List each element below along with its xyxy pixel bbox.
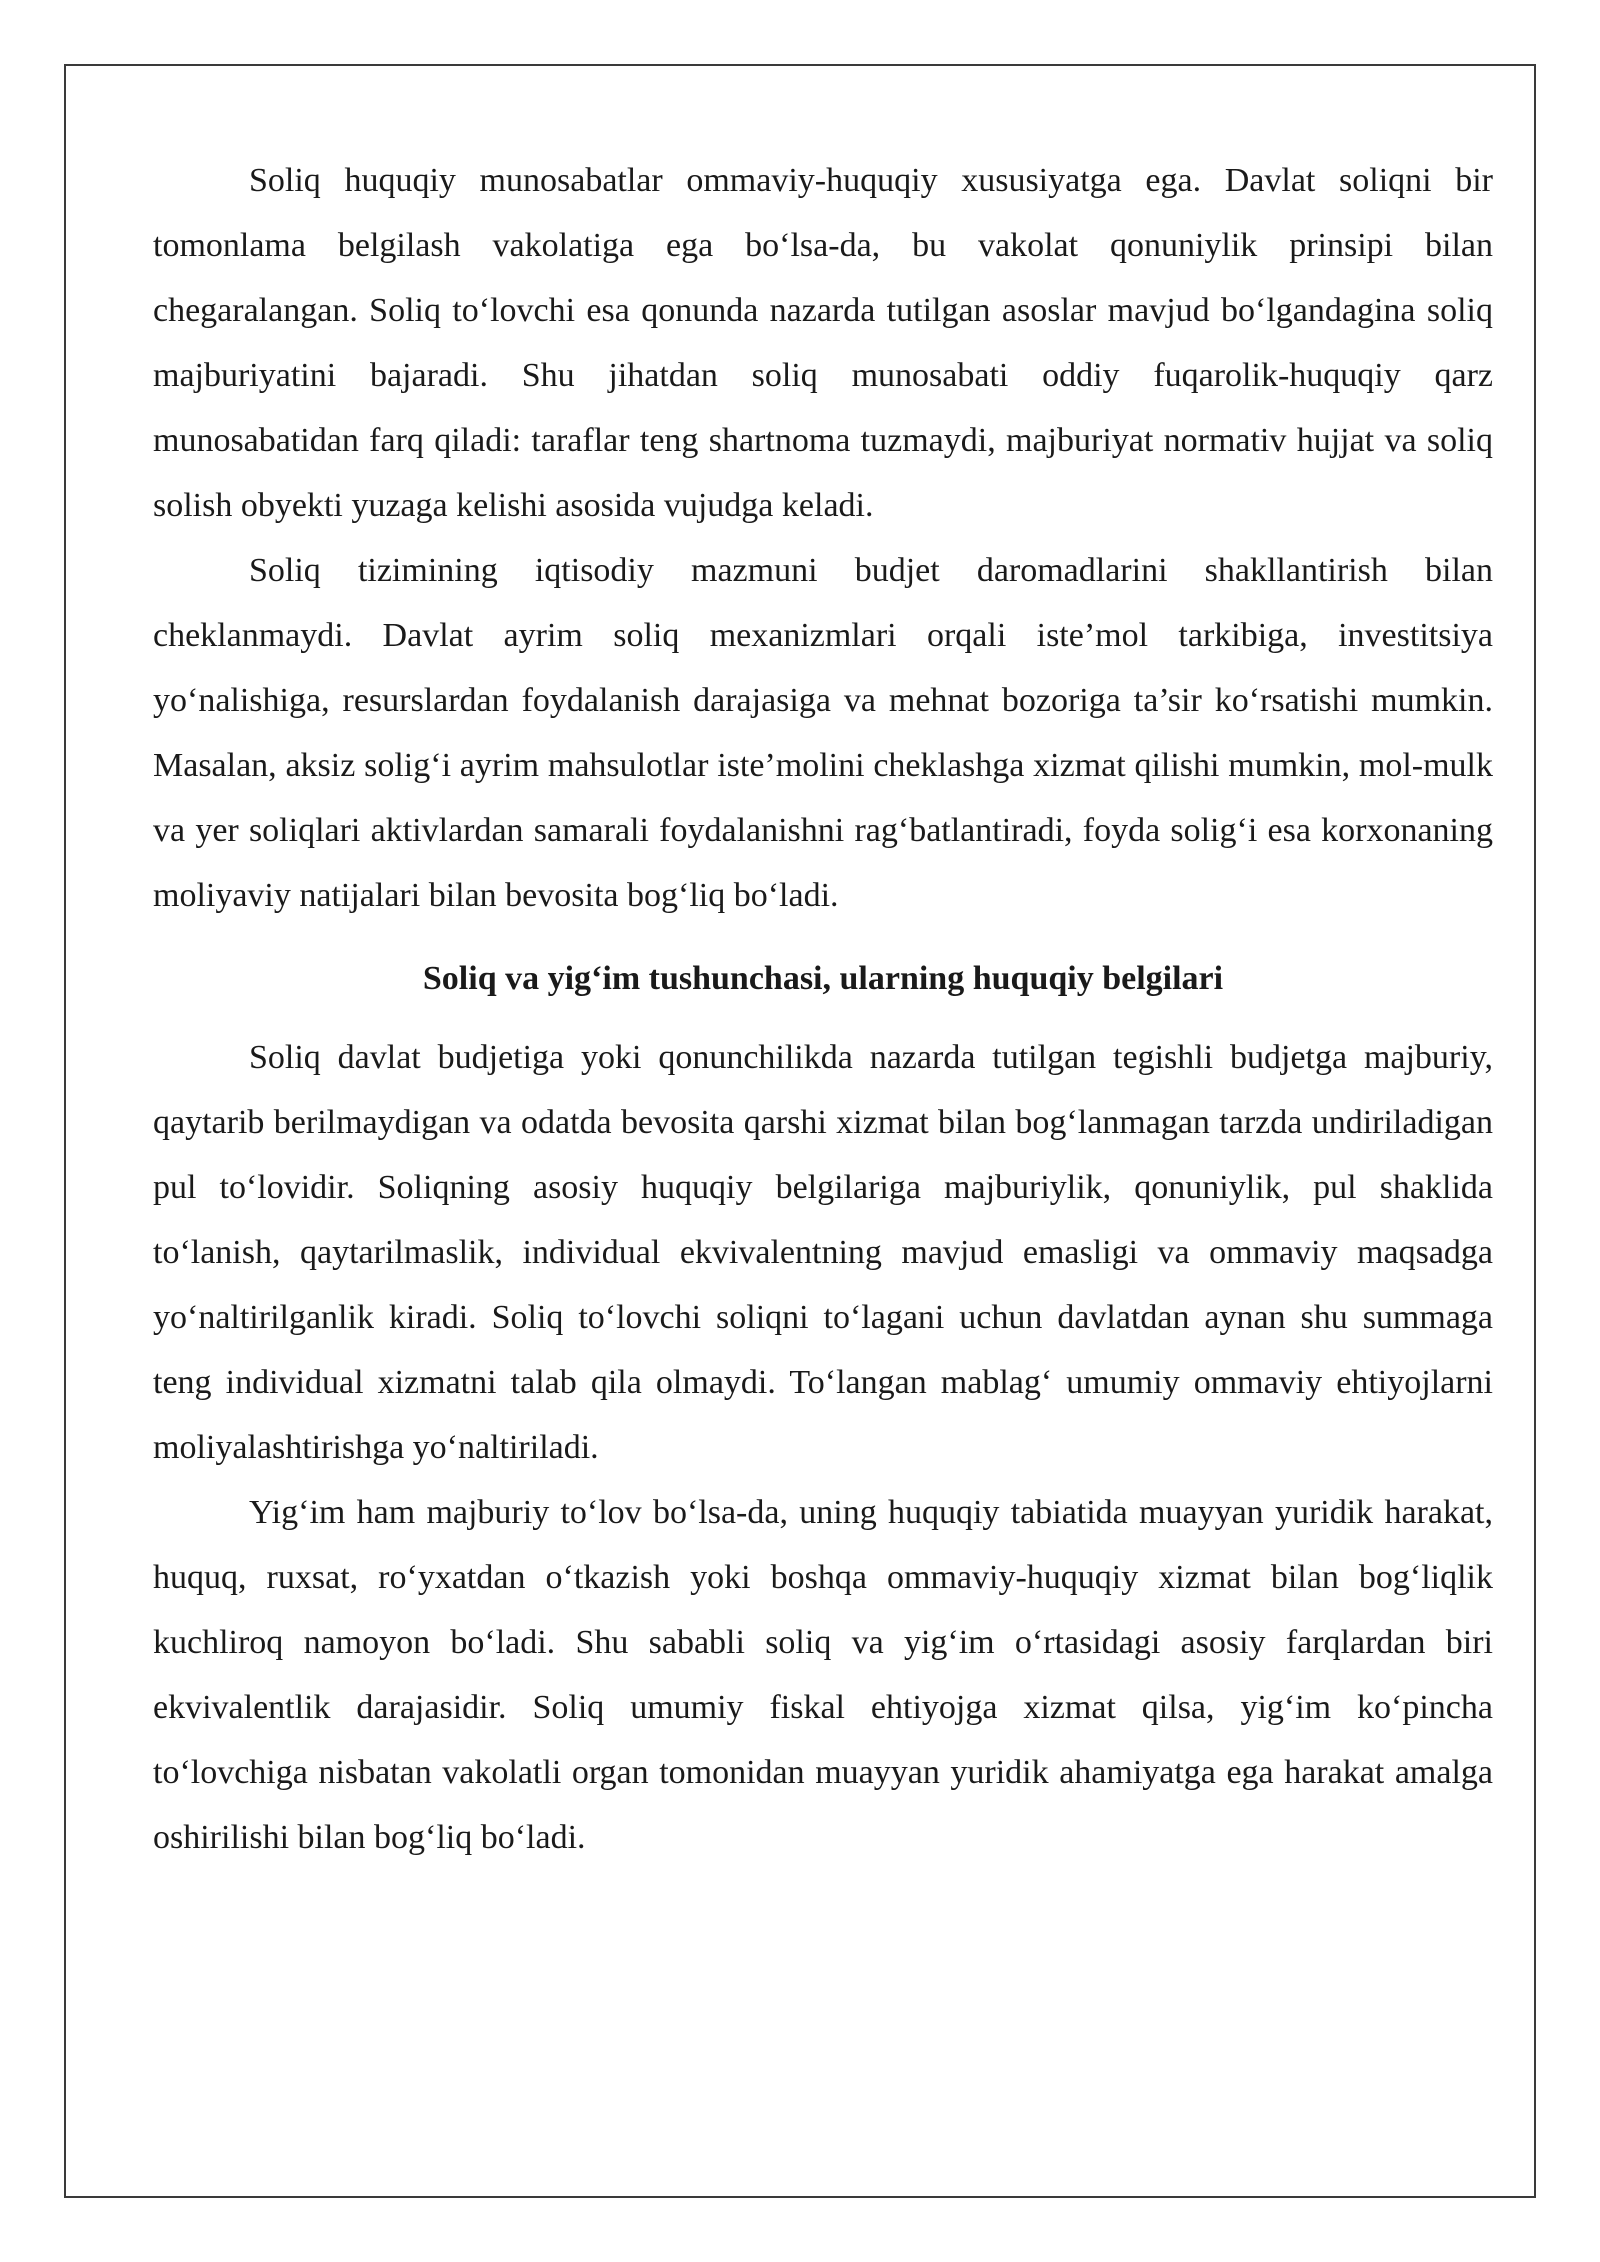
- paragraph: Soliq davlat budjetiga yoki qonunchilikda nazarda tutilgan tegishli budjetga majburiy, qaytarib berilmaydigan va odatda bevosita qarshi xizmat bilan bog‘lanmagan tarzda undiriladigan pul to‘lovidir. Soliqning asosiy huquqiy belgilariga majburiylik, qonuniylik, pul shaklida to‘lanish, qaytarilmaslik, individual ekvivalentning mavjud emasligi va ommaviy maqsadga yo‘naltirilganlik kiradi. Soliq to‘lovchi soliqni to‘lagani uchun davlatdan aynan shu summaga teng individual xizmatni talab qila olmaydi. To‘langan mablag‘ umumiy ommaviy ehtiyojlarni moliyalashtirishga yo‘naltiriladi.: [153, 1039, 1493, 1466]
- document-body: [153, 148, 1493, 1870]
- paragraph: Yig‘im ham majburiy to‘lov bo‘lsa-da, uning huquqiy tabiatida muayyan yuridik harakat, huquq, ruxsat, ro‘yxatdan o‘tkazish yoki boshqa ommaviy-huquqiy xizmat bilan bog‘liqlik kuchliroq namoyon bo‘ladi. Shu sababli soliq va yig‘im o‘rtasidagi asosiy farqlardan biri ekvivalentlik darajasidir. Soliq umumiy fiskal ehtiyojga xizmat qilsa, yig‘im ko‘pincha to‘lovchiga nisbatan vakolatli organ tomonidan muayyan yuridik ahamiyatga ega harakat amalga oshirilishi bilan bog‘liq bo‘ladi.: [153, 1494, 1493, 1856]
- paragraph: Soliq tizimining iqtisodiy mazmuni budjet daromadlarini shakllantirish bilan cheklanmaydi. Davlat ayrim soliq mexanizmlari orqali iste’mol tarkibiga, investitsiya yo‘nalishiga, resurslardan foydalanish darajasiga va mehnat bozoriga ta’sir ko‘rsatishi mumkin. Masalan, aksiz solig‘i ayrim mahsulotlar iste’molini cheklashga xizmat qilishi mumkin, mol-mulk va yer soliqlari aktivlardan samarali foydalanishni rag‘batlantiradi, foyda solig‘i esa korxonaning moliyaviy natijalari bilan bevosita bog‘liq bo‘ladi.: [153, 552, 1493, 914]
- section-heading: Soliq va yig‘im tushunchasi, ularning huquqiy belgilari: [422, 960, 1224, 997]
- paragraph: Soliq huquqiy munosabatlar ommaviy-huquqiy xususiyatga ega. Davlat soliqni bir tomonlama belgilash vakolatiga ega bo‘lsa-da, bu vakolat qonuniylik prinsipi bilan chegaralangan. Soliq to‘lovchi esa qonunda nazarda tutilgan asoslar mavjud bo‘lgandagina soliq majburiyatini bajaradi. Shu jihatdan soliq munosabati oddiy fuqarolik-huquqiy qarz munosabatidan farq qiladi: taraflar teng shartnoma tuzmaydi, majburiyat normativ hujjat va soliq solish obyekti yuzaga kelishi asosida vujudga keladi.: [153, 162, 1493, 524]
